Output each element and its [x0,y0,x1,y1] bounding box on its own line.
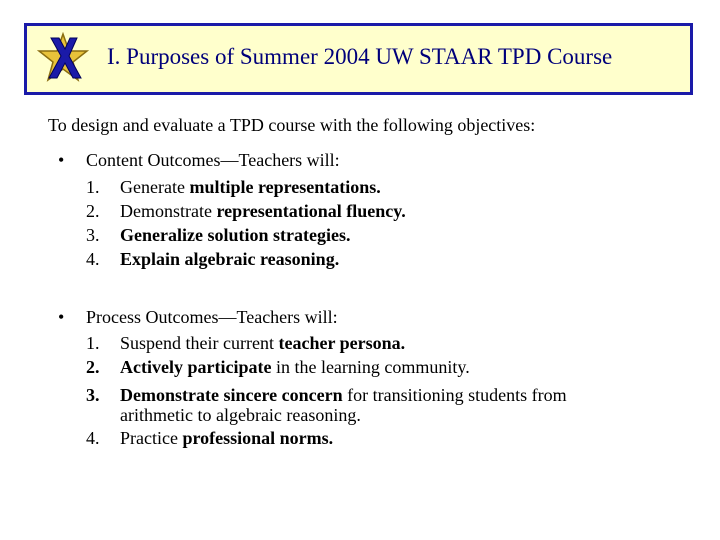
list-item: 3. Generalize solution strategies. [86,225,351,245]
list-item: 1. Suspend their current teacher persona. [86,333,406,353]
intro-text: To design and evaluate a TPD course with the following objectives: [48,115,536,135]
list-item: 4. Explain algebraic reasoning. [86,249,340,269]
section-heading: Process Outcomes—Teachers will: [86,307,338,327]
bullet: • [58,150,65,170]
star-x-logo-icon [37,32,89,86]
bullet: • [58,307,65,327]
list-item: 1. Generate multiple representations. [86,177,381,197]
list-item: 2. Actively participate in the learning community. [86,357,470,377]
page-title: I. Purposes of Summer 2004 UW STAAR TPD Course [107,44,613,69]
list-item: 2. Demonstrate representational fluency. [86,201,406,221]
list-item: 3. Demonstrate sincere concern for transitioning students from arithmetic to algebraic reasoning. [86,385,567,425]
title-box [24,23,693,95]
list-item: 4. Practice professional norms. [86,428,334,448]
section-heading: Content Outcomes—Teachers will: [86,150,340,170]
